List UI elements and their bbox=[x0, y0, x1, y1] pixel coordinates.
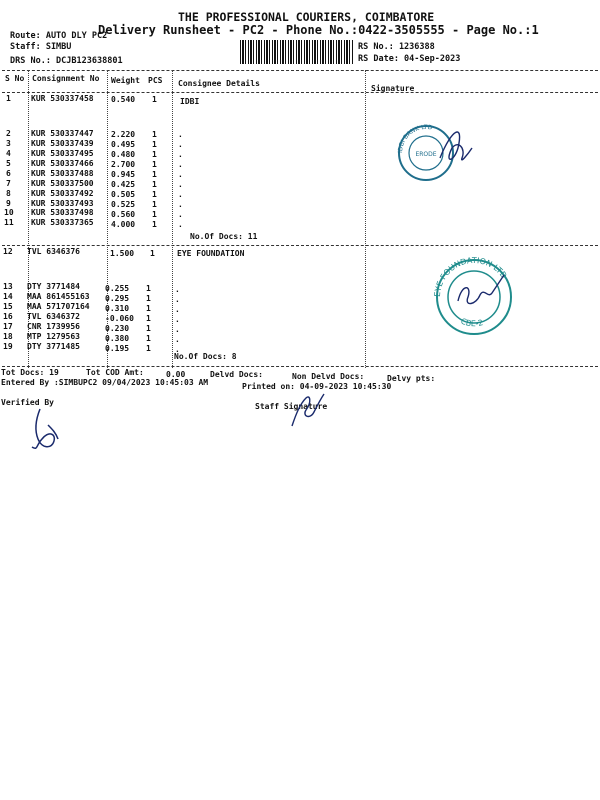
company-name: THE PROFESSIONAL COURIERS, COIMBATORE bbox=[178, 10, 435, 24]
entered-by: Entered By :SIMBUPC2 09/04/2023 10:45:03 AM bbox=[1, 378, 209, 387]
row-sno: 11 bbox=[4, 218, 14, 227]
row-pcs: 1 bbox=[150, 249, 155, 258]
row-sno: 13 bbox=[3, 282, 13, 291]
row-weight: 0.560 bbox=[111, 210, 136, 219]
row-weight: 0.525 bbox=[111, 200, 136, 209]
row-pcs: 1 bbox=[152, 200, 157, 209]
col-divider bbox=[172, 70, 173, 368]
row-consignee: . bbox=[178, 140, 183, 149]
col-consignee: Consignee Details bbox=[178, 79, 260, 88]
row-sno: 2 bbox=[6, 129, 11, 138]
row-pcs: 1 bbox=[152, 140, 157, 149]
col-pcs: PCS bbox=[148, 76, 163, 85]
svg-text:EYE FOUNDATION LTD bbox=[433, 256, 509, 297]
row-weight: 0.945 bbox=[111, 170, 136, 179]
row-weight: 0.310 bbox=[105, 304, 130, 313]
row-pcs: 1 bbox=[152, 130, 157, 139]
row-weight: 0.505 bbox=[111, 190, 136, 199]
col-sno: S No bbox=[5, 74, 25, 83]
staff-signature-label: Staff Signature bbox=[255, 402, 328, 411]
barcode bbox=[240, 40, 354, 64]
row-consignment: KUR 530337488 bbox=[31, 169, 94, 178]
header-bottom-rule bbox=[2, 92, 598, 93]
row-consignment: KUR 530337498 bbox=[31, 208, 94, 217]
row-consignment: KUR 530337466 bbox=[31, 159, 94, 168]
row-consignment: DTY 3771485 bbox=[27, 342, 80, 351]
row-sno: 3 bbox=[6, 139, 11, 148]
idbi-stamp bbox=[392, 118, 492, 188]
row-pcs: 1 bbox=[152, 95, 157, 104]
row-consignment: KUR 530337447 bbox=[31, 129, 94, 138]
row-sno: 8 bbox=[6, 189, 11, 198]
row-consignment: MAA 861455163 bbox=[27, 292, 90, 301]
non-delivered-docs: Non Delvd Docs: bbox=[292, 372, 365, 381]
drs-number: DRS No.: DCJB123638801 bbox=[10, 56, 123, 66]
row-consignee: . bbox=[175, 295, 180, 304]
row-sno: 9 bbox=[6, 199, 11, 208]
col-signature: Signature bbox=[371, 84, 415, 93]
row-consignee: . bbox=[175, 315, 180, 324]
staff-label: Staff: SIMBU bbox=[10, 42, 72, 52]
total-cod-label: Tot COD Amt: bbox=[86, 368, 144, 377]
row-sno: 18 bbox=[3, 332, 13, 341]
row-pcs: 1 bbox=[146, 284, 151, 293]
table-bottom-rule bbox=[2, 366, 598, 367]
row-consignment: KUR 530337458 bbox=[31, 94, 94, 103]
docs-count: No.Of Docs: 8 bbox=[174, 352, 237, 361]
idbi-stamp-city: ERODE bbox=[415, 151, 437, 158]
row-pcs: 1 bbox=[146, 304, 151, 313]
row-pcs: 1 bbox=[152, 160, 157, 169]
header-top-rule bbox=[2, 70, 598, 71]
row-consignment: MAA 571707164 bbox=[27, 302, 90, 311]
row-consignee: IDBI bbox=[180, 97, 200, 106]
row-consignee: . bbox=[178, 160, 183, 169]
row-consignee: . bbox=[175, 325, 180, 334]
row-weight: 0.540 bbox=[111, 95, 136, 104]
delivery-points: Delvy pts: bbox=[387, 374, 436, 383]
row-consignee: . bbox=[178, 130, 183, 139]
row-pcs: 1 bbox=[152, 220, 157, 229]
row-consignee: . bbox=[178, 200, 183, 209]
eye-stamp-city: CBE-2 bbox=[459, 316, 485, 329]
staff-signature bbox=[282, 390, 332, 430]
row-weight: 0.425 bbox=[111, 180, 136, 189]
row-weight: 0.255 bbox=[105, 284, 130, 293]
verifier-signature bbox=[22, 405, 72, 455]
row-pcs: 1 bbox=[152, 150, 157, 159]
row-consignee: . bbox=[175, 305, 180, 314]
row-weight: -0.060 bbox=[105, 314, 134, 323]
row-consignee: . bbox=[178, 170, 183, 179]
group-separator bbox=[2, 245, 598, 246]
total-cod-value: 0.00 bbox=[166, 370, 186, 379]
row-consignment: KUR 530337493 bbox=[31, 199, 94, 208]
row-sno: 1 bbox=[6, 94, 11, 103]
row-sno: 12 bbox=[3, 247, 13, 256]
row-consignment: KUR 530337495 bbox=[31, 149, 94, 158]
verified-by: Verified By bbox=[1, 398, 54, 407]
row-pcs: 1 bbox=[146, 344, 151, 353]
idbi-signature bbox=[440, 132, 472, 160]
row-sno: 7 bbox=[6, 179, 11, 188]
row-consignment: DTY 3771484 bbox=[27, 282, 80, 291]
row-consignment: KUR 530337365 bbox=[31, 218, 94, 227]
row-pcs: 1 bbox=[146, 334, 151, 343]
row-consignee: . bbox=[175, 285, 180, 294]
row-consignee: EYE FOUNDATION bbox=[177, 249, 245, 258]
row-sno: 5 bbox=[6, 159, 11, 168]
col-divider bbox=[365, 70, 366, 368]
row-consignment: KUR 530337439 bbox=[31, 139, 94, 148]
eye-foundation-stamp bbox=[428, 255, 528, 340]
row-consignee: . bbox=[178, 220, 183, 229]
row-sno: 17 bbox=[3, 322, 13, 331]
row-sno: 15 bbox=[3, 302, 13, 311]
row-consignment: MTP 1279563 bbox=[27, 332, 80, 341]
row-weight: 0.480 bbox=[111, 150, 136, 159]
row-consignment: TVL 6346376 bbox=[27, 247, 80, 256]
row-consignee: . bbox=[178, 190, 183, 199]
row-weight: 0.195 bbox=[105, 344, 130, 353]
route-label: Route: AUTO DLY PC2 bbox=[10, 31, 108, 41]
docs-count: No.Of Docs: 11 bbox=[190, 232, 258, 241]
svg-text:CBE-2 bbox=[459, 316, 484, 328]
row-pcs: 1 bbox=[146, 294, 151, 303]
eye-stamp-text: EYE FOUNDATION LTD bbox=[432, 255, 509, 298]
row-consignee: . bbox=[178, 210, 183, 219]
row-consignee: . bbox=[178, 180, 183, 189]
row-consignee: . bbox=[178, 150, 183, 159]
delivered-docs: Delvd Docs: bbox=[210, 370, 263, 379]
row-pcs: 1 bbox=[152, 210, 157, 219]
row-weight: 0.230 bbox=[105, 324, 130, 333]
row-weight: 0.380 bbox=[105, 334, 130, 343]
row-pcs: 1 bbox=[152, 180, 157, 189]
idbi-stamp-text: IDBI BANK LTD bbox=[396, 123, 433, 154]
row-sno: 16 bbox=[3, 312, 13, 321]
rs-number: RS No.: 1236388 bbox=[358, 42, 435, 52]
svg-text:IDBI BANK LTD bbox=[397, 124, 433, 153]
printed-on: Printed on: 04-09-2023 10:45:30 bbox=[242, 382, 392, 391]
row-weight: 4.000 bbox=[111, 220, 136, 229]
row-sno: 19 bbox=[3, 342, 13, 351]
row-pcs: 1 bbox=[152, 170, 157, 179]
row-consignee: . bbox=[175, 345, 180, 354]
row-weight: 0.495 bbox=[111, 140, 136, 149]
row-consignment: TVL 6346372 bbox=[27, 312, 80, 321]
row-consignee: . bbox=[175, 335, 180, 344]
runsheet-title: Delivery Runsheet - PC2 - Phone No.:0422-3505555 - Page No.:1 bbox=[98, 23, 539, 37]
row-weight: 1.500 bbox=[110, 249, 135, 258]
rs-date: RS Date: 04-Sep-2023 bbox=[358, 54, 461, 64]
row-weight: 2.220 bbox=[111, 130, 136, 139]
row-consignment: KUR 530337492 bbox=[31, 189, 94, 198]
eye-signature bbox=[458, 275, 504, 304]
row-sno: 6 bbox=[6, 169, 11, 178]
row-sno: 4 bbox=[6, 149, 11, 158]
row-weight: 0.295 bbox=[105, 294, 130, 303]
row-sno: 10 bbox=[4, 208, 14, 217]
row-pcs: 1 bbox=[146, 314, 151, 323]
col-consignment: Consignment No bbox=[32, 74, 100, 83]
col-weight: Weight bbox=[111, 76, 140, 85]
row-pcs: 1 bbox=[146, 324, 151, 333]
row-consignment: KUR 530337500 bbox=[31, 179, 94, 188]
row-weight: 2.700 bbox=[111, 160, 136, 169]
row-consignment: CNR 1739956 bbox=[27, 322, 80, 331]
row-pcs: 1 bbox=[152, 190, 157, 199]
total-docs: Tot Docs: 19 bbox=[1, 368, 59, 377]
row-sno: 14 bbox=[3, 292, 13, 301]
